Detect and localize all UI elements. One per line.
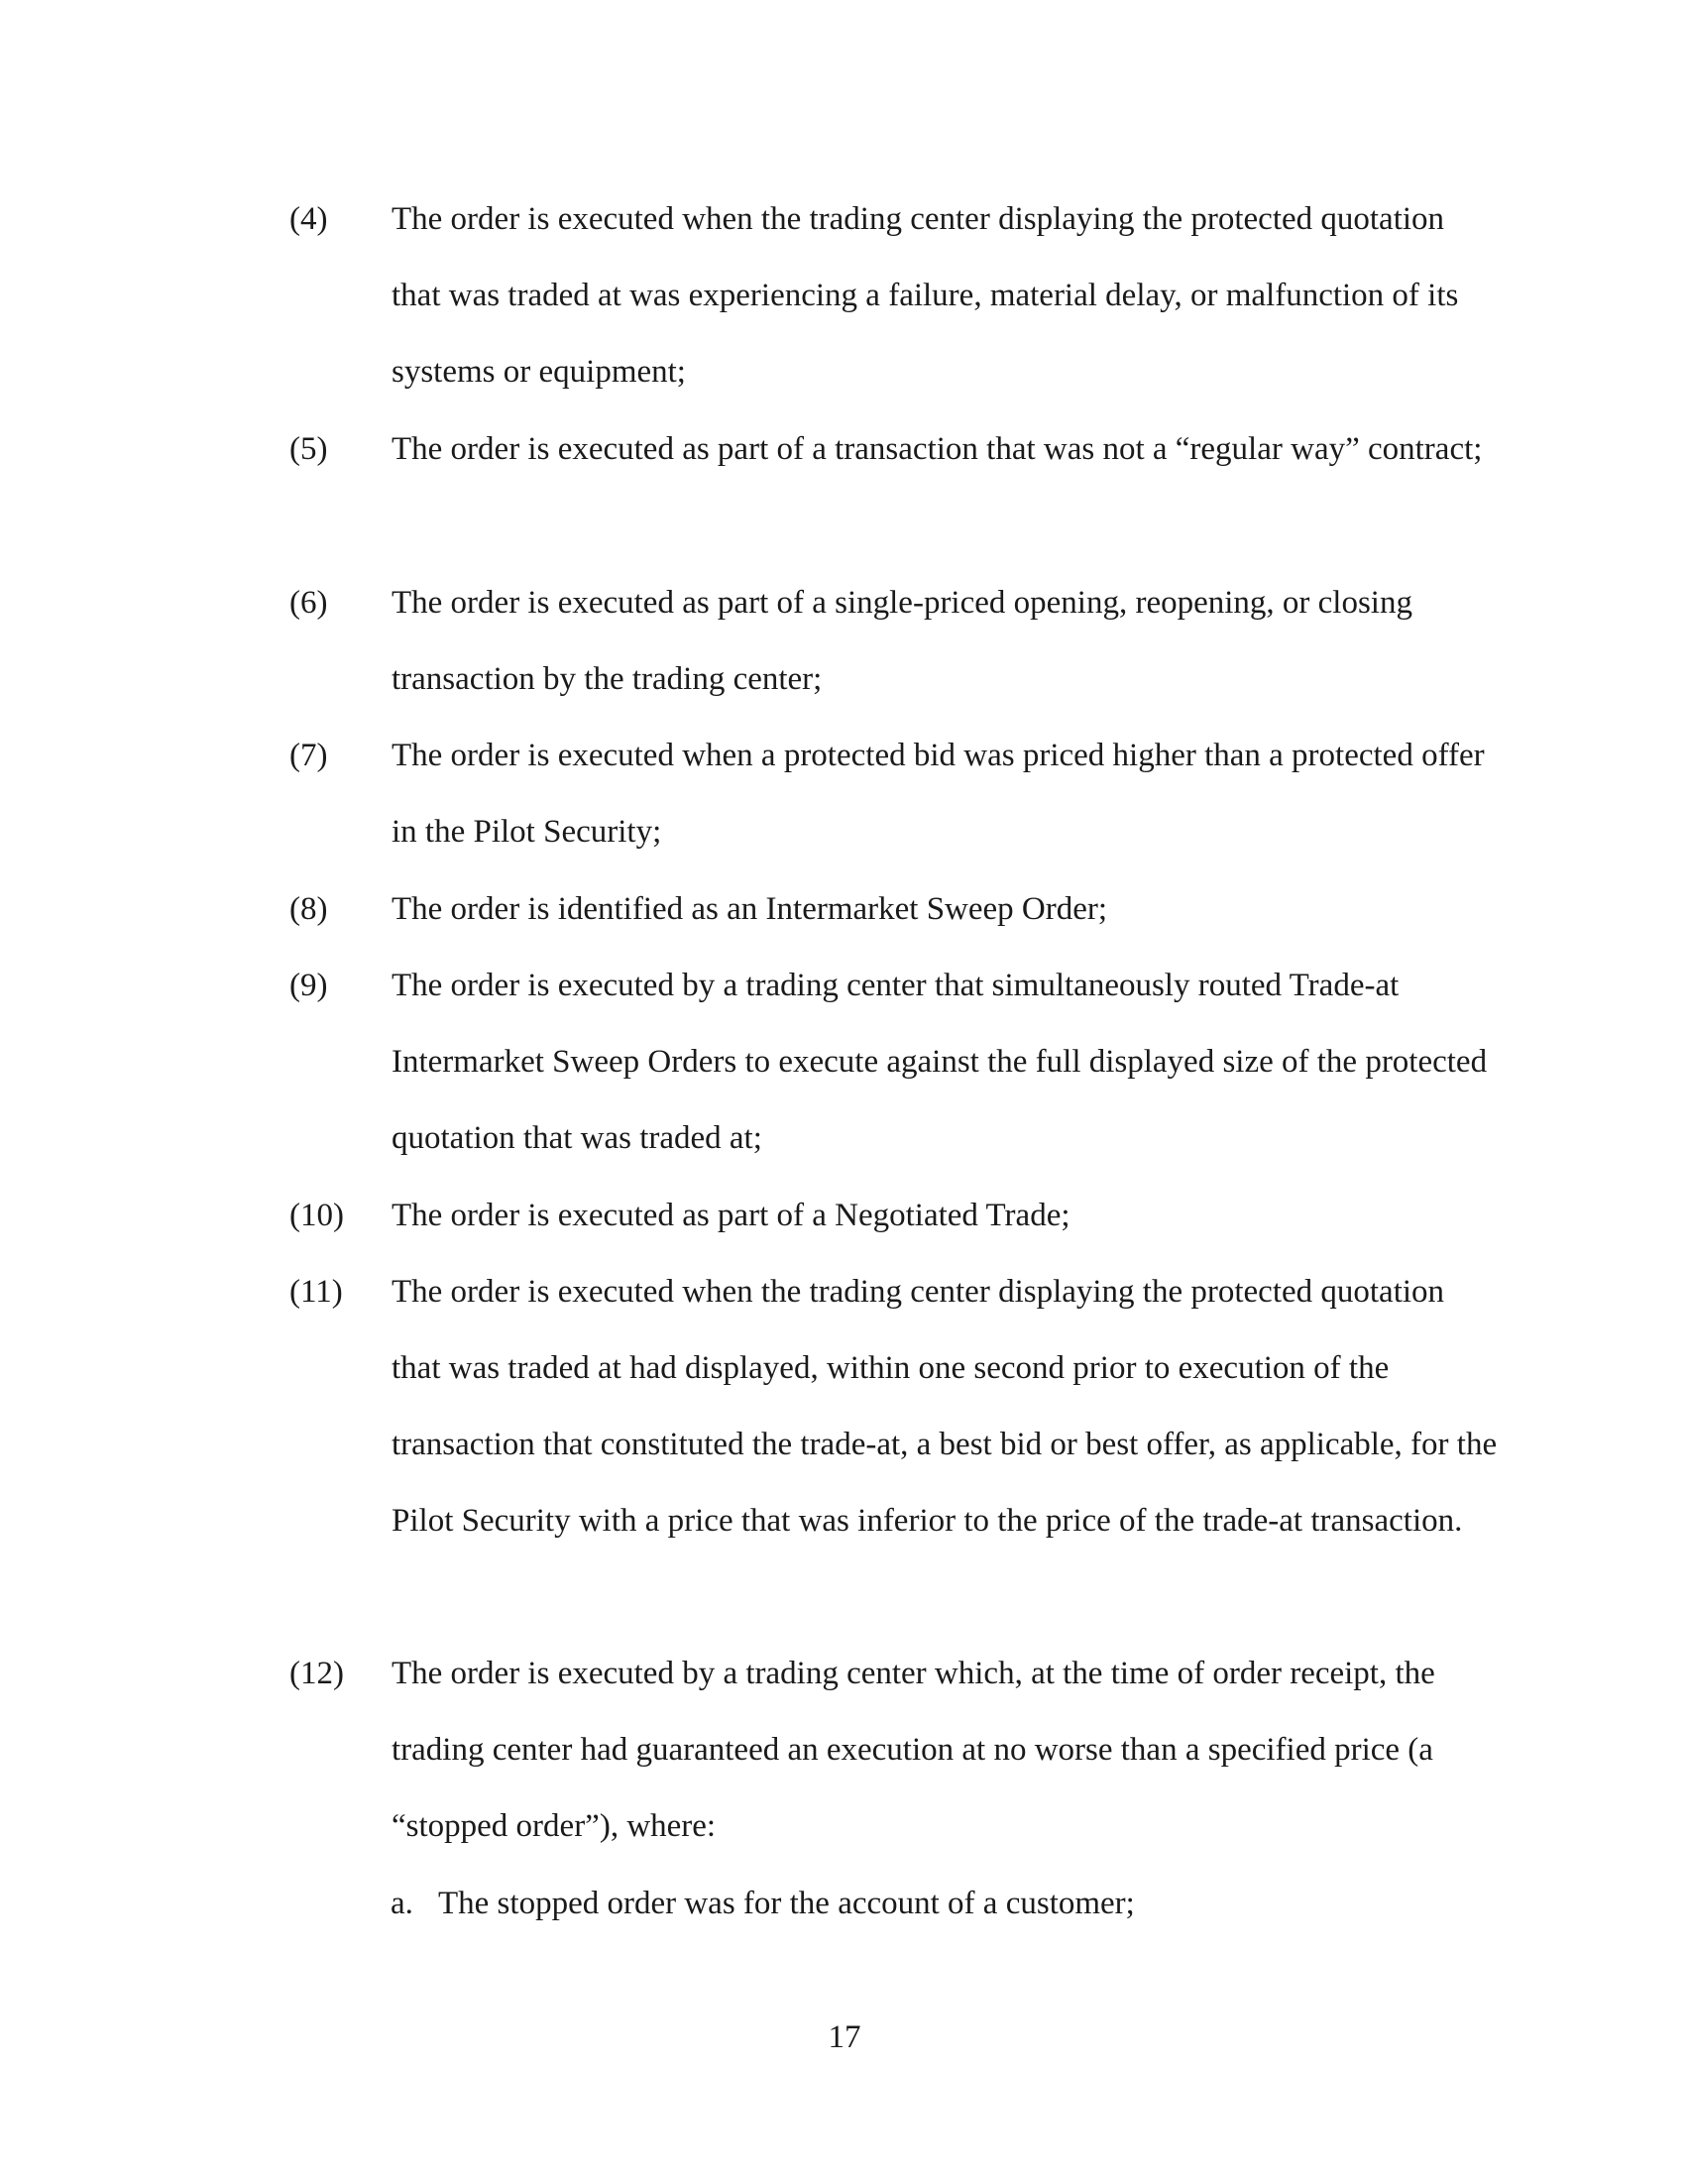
item-text: The order is executed by a trading center that simultaneously routed Trade-at Intermarket Sweep Orders to execute against the full displayed size of the protected quotation that was traded at; (392, 968, 1488, 1156)
item-number: (6) (289, 585, 328, 621)
item-number: (4) (289, 201, 328, 237)
sub-item-letter: a. (391, 1886, 413, 1921)
item-number: (8) (289, 891, 328, 927)
item-text: The order is executed when a protected bid was priced higher than a protected offer in the Pilot Security; (392, 738, 1485, 850)
item-text: The order is executed as part of a single-priced opening, reopening, or closing transaction by the trading center; (392, 585, 1412, 697)
item-text: The order is executed when the trading center displaying the protected quotation that was traded at had displayed, within one second prior to execution of the transaction that constituted the trade-at, a best bid or best offer, as applicable, for the Pilot Security with a price that was inferior to the price of the trade-at transaction. (392, 1274, 1498, 1539)
item-number: (11) (289, 1274, 343, 1310)
item-text: The order is executed as part of a Negotiated Trade; (392, 1198, 1070, 1233)
item-number: (5) (289, 431, 328, 467)
page-number: 17 (828, 2019, 861, 2055)
item-number: (9) (289, 968, 328, 1003)
item-text: The order is executed as part of a transaction that was not a “regular way” contract; (392, 431, 1483, 467)
item-number: (10) (289, 1198, 344, 1233)
item-number: (7) (289, 738, 328, 773)
item-text: The order is identified as an Intermarket Sweep Order; (392, 891, 1108, 927)
item-number: (12) (289, 1656, 344, 1691)
item-text: The order is executed by a trading center which, at the time of order receipt, the trading center had guaranteed an execution at no worse than a specified price (a “stopped order”), where: (392, 1656, 1435, 1844)
sub-item-text: The stopped order was for the account of a customer; (438, 1886, 1135, 1921)
item-text: The order is executed when the trading center displaying the protected quotation that was traded at was experiencing a failure, material delay, or malfunction of its systems or equipment; (392, 201, 1459, 390)
